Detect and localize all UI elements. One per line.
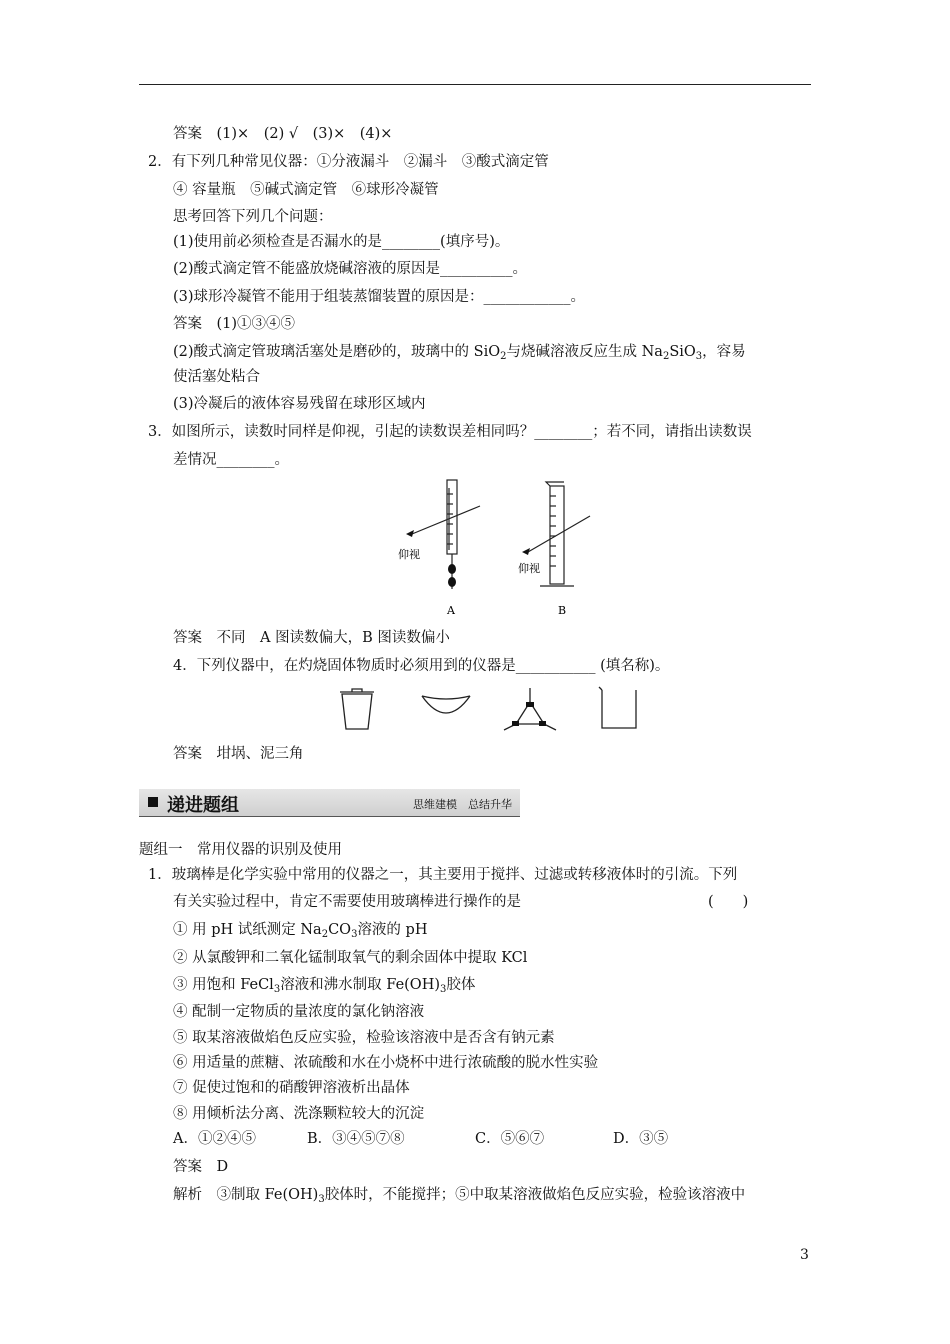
choice-d: D．③⑤	[613, 1131, 669, 1147]
answer-part-3: (3)冷凝后的液体容易残留在球形区域内	[173, 396, 426, 412]
question-3: 3．如图所示，读数时同样是仰视，引起的读数误差相同吗？________；若不同，请指出读数误	[148, 424, 752, 440]
answer-line: 答案 (1)①③④⑤	[173, 316, 296, 332]
option-6: ⑥ 用适量的蔗糖、浓硫酸和水在小烧杯中进行浓硫酸的脱水性实验	[173, 1055, 599, 1071]
option-3: ③ 用饱和 FeCl$_3$溶液和沸水制取 $Fe(OH)_3$胶体	[173, 977, 476, 995]
header-rule	[139, 84, 811, 85]
question-2-part-2: (2)酸式滴定管不能盛放烧碱溶液的原因是__________。	[173, 261, 528, 277]
question-2-part-3: (3)球形冷凝管不能用于组装蒸馏装置的原因是：____________。	[173, 289, 586, 305]
option-8: ⑧ 用倾析法分离、洗涤颗粒较大的沉淀	[173, 1106, 425, 1122]
answer-line: 答案 坩埚、泥三角	[173, 746, 304, 762]
question-1: 1．玻璃棒是化学实验中常用的仪器之一，其主要用于搅拌、过滤或转移液体时的引流。下列	[148, 867, 738, 883]
instruments-figure	[330, 684, 650, 734]
figure-label-a: A	[447, 604, 455, 617]
option-4: ④ 配制一定物质的量浓度的氯化钠溶液	[173, 1004, 425, 1020]
answer-parenthesis: ( )	[708, 894, 749, 910]
choice-a: A．①②④⑤	[173, 1131, 256, 1147]
choice-c: C．⑤⑥⑦	[475, 1131, 545, 1147]
page-number: 3	[800, 1247, 809, 1263]
option-1: ① 用 pH 试纸测定 $Na_2CO_3$溶液的 pH	[173, 922, 428, 940]
option-5: ⑤ 取某溶液做焰色反应实验，检验该溶液中是否含有钠元素	[173, 1030, 555, 1046]
choice-b: B．③④⑤⑦⑧	[307, 1131, 405, 1147]
answer-part-2-cont: 使活塞处粘合	[173, 369, 260, 385]
answer-line: 答案 (1)× (2) √ (3)× (4)×	[173, 126, 393, 142]
question-3-cont: 差情况________。	[173, 452, 289, 468]
answer-part-2: (2)酸式滴定管玻璃活塞处是磨砂的，玻璃中的 SiO$_2$与烧碱溶液反应生成 $Na_2SiO_3$，容易	[173, 344, 746, 362]
question-2-part-1: (1)使用前必须检查是否漏水的是________(填序号)。	[173, 234, 510, 250]
eye-label-a: 仰视	[398, 548, 420, 561]
option-2: ② 从氯酸钾和二氧化锰制取氧气的剩余固体中提取 KCl	[173, 950, 528, 966]
section-subtitle: 思维建模 总结升华	[413, 798, 512, 811]
section-header	[139, 789, 520, 817]
eye-label-b: 仰视	[518, 562, 540, 575]
square-bullet-icon	[148, 797, 158, 807]
reading-figure	[390, 474, 610, 620]
answer-line: 答案 D	[173, 1159, 229, 1175]
group-title: 题组一 常用仪器的识别及使用	[139, 842, 342, 858]
question-1-cont: 有关实验过程中，肯定不需要使用玻璃棒进行操作的是	[173, 894, 521, 910]
option-7: ⑦ 促使过饱和的硝酸钾溶液析出晶体	[173, 1080, 410, 1096]
section-title: 递进题组	[167, 795, 239, 816]
analysis-line: 解析 ③制取 $Fe(OH)_3$胶体时，不能搅拌；⑤中取某溶液做焰色反应实验，检验该溶液中	[173, 1187, 746, 1205]
question-4: 4．下列仪器中，在灼烧固体物质时必须用到的仪器是___________ (填名称)。	[173, 658, 670, 674]
answer-line: 答案 不同 A 图读数偏大，B 图读数偏小	[173, 630, 450, 646]
question-2-prompt: 思考回答下列几个问题：	[173, 209, 333, 225]
figure-label-b: B	[558, 604, 567, 617]
question-2: 2．有下列几种常见仪器：①分液漏斗 ②漏斗 ③酸式滴定管	[148, 154, 549, 170]
question-2-options: ④ 容量瓶 ⑤碱式滴定管 ⑥球形冷凝管	[173, 182, 439, 198]
